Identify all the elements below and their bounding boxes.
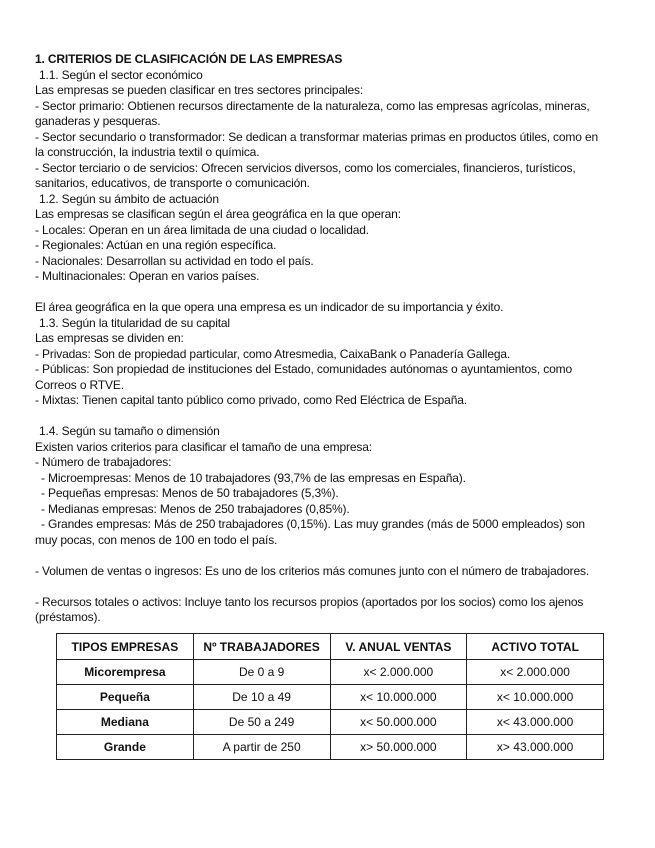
document-title: 1. CRITERIOS DE CLASIFICACIÓN DE LAS EMPRESAS [35,52,343,66]
paragraph-line: El área geográfica en la que opera una empresa es un indicador de su importancia y éxito. [35,300,504,314]
table-cell: De 0 a 9 [193,660,330,685]
blank-line [35,548,625,564]
table-row [57,710,604,735]
paragraph-line: Correos o RTVE. [35,377,124,392]
paragraph-line: sanitarios, educativos, de transporte o comunicación. [35,176,310,190]
section-heading: 1.3. Según la titularidad de su capital [39,315,230,330]
paragraph-line: la construcción, la industria textil o química. [35,145,260,159]
table-cell: Grande [57,735,194,760]
paragraph-line: - Sector terciario o de servicios: Ofrecen servicios diversos, como los comerciales, financieros, turísticos, [35,160,576,175]
paragraph-line: - Número de trabajadores: [35,455,172,469]
paragraph-line: - Sector primario: Obtienen recursos directamente de la naturaleza, como las empresas agrícolas, mineras, [35,98,590,113]
table-header: Nº TRABAJADORES [193,634,330,660]
paragraph-line: - Públicas: Son propiedad de instituciones del Estado, comunidades autónomas o ayuntamientos, como [35,362,572,376]
table-row [57,735,604,760]
paragraph-line: Las empresas se clasifican según el área geográfica en la que operan: [35,207,401,221]
paragraph-line: Las empresas se dividen en: [35,331,184,345]
table-header: TIPOS EMPRESAS [57,634,194,660]
paragraph-line: Existen varios criterios para clasificar el tamaño de una empresa: [35,439,372,454]
paragraph-line: - Recursos totales o activos: Incluye tanto los recursos propios (aportados por los socios) como los ajenos [35,594,584,609]
paragraph-line: - Sector secundario o transformador: Se dedican a transformar materias primas en productos útiles, como en [35,129,599,144]
table-header-row [57,634,604,660]
blank-line [35,409,625,425]
section-heading: 1.4. Según su tamaño o dimensión [39,424,220,438]
paragraph-line: - Medianas empresas: Menos de 250 trabajadores (0,85%). [41,501,350,516]
paragraph-line: muy pocas, con menos de 100 en todo el país. [35,532,278,547]
paragraph-line: (préstamos). [35,610,101,624]
paragraph-line: - Grandes empresas: Más de 250 trabajadores (0,15%). Las muy grandes (más de 5000 empleados) son [41,517,585,531]
paragraph-line: Las empresas se pueden clasificar en tres sectores principales: [35,83,364,97]
paragraph-line: - Nacionales: Desarrollan su actividad en todo el país. [35,253,314,268]
blank-line [35,579,625,595]
table-cell: De 10 a 49 [193,685,330,710]
paragraph-line: - Privadas: Son de propiedad particular, como Atresmedia, CaixaBank o Panadería Gallega. [35,346,511,361]
table-header: V. ANUAL VENTAS [330,634,467,660]
blank-line [35,285,625,301]
table-cell: De 50 a 249 [193,710,330,735]
table-row [57,660,604,685]
section-heading: 1.1. Según el sector económico [39,67,203,82]
table-cell: A partir de 250 [193,735,330,760]
document-body [35,52,625,626]
table-cell: x> 50.000.000 [330,735,467,760]
table-row [57,685,604,710]
paragraph-line: - Pequeñas empresas: Menos de 50 trabajadores (5,3%). [41,486,339,500]
table-cell: x> 43.000.000 [467,735,604,760]
paragraph-line: - Locales: Operan en un área limitada de una ciudad o localidad. [35,222,369,237]
table-cell: x< 50.000.000 [330,710,467,735]
paragraph-line: - Mixtas: Tienen capital tanto público como privado, como Red Eléctrica de España. [35,393,467,407]
paragraph-line: ganaderas y pesqueras. [35,114,161,128]
paragraph-line: - Microempresas: Menos de 10 trabajadores (93,7% de las empresas en España). [41,470,466,485]
table-cell: x< 10.000.000 [467,685,604,710]
paragraph-line: - Volumen de ventas o ingresos: Es uno de los criterios más comunes junto con el número de trabajadores. [35,563,590,578]
table-cell: Pequeña [57,685,194,710]
table-cell: x< 10.000.000 [330,685,467,710]
table-header: ACTIVO TOTAL [467,634,604,660]
table-cell: x< 43.000.000 [467,710,604,735]
section-heading: 1.2. Según su ámbito de actuación [39,191,219,206]
table-cell: Micorempresa [57,660,194,685]
table-cell: x< 2.000.000 [467,660,604,685]
table-cell: x< 2.000.000 [330,660,467,685]
table-cell: Mediana [57,710,194,735]
company-size-table [56,633,604,760]
paragraph-line: - Regionales: Actúan en una región específica. [35,238,277,252]
paragraph-line: - Multinacionales: Operan en varios países. [35,269,260,283]
